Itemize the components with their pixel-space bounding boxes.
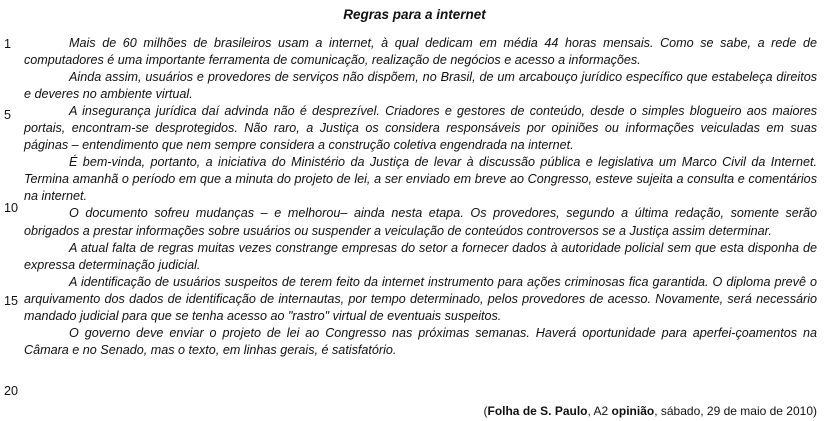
paragraph-4: É bem-vinda, portanto, a iniciativa do Ministério da Justiça de levar à discussão pública e legislativa um Marco Civil da Internet. Termina amanhã o período em que a minuta do projeto de lei, a ser enviado em breve ao Congresso, esteve sujeita a consulta e comentários na internet.	[24, 155, 817, 204]
paragraph-1: Mais de 60 milhões de brasileiros usam a internet, à qual dedicam em média 44 horas mensais. Como se sabe, a rede de computadores é uma importante ferramenta de comunicação, realização de negócios e acesso a informações.	[24, 36, 817, 68]
paragraph-2: Ainda assim, usuários e provedores de serviços não dispõem, no Brasil, de um arcabouço jurídico específico que estabeleça direitos e deveres no ambiente virtual.	[24, 70, 817, 102]
paragraph-6: A atual falta de regras muitas vezes constrange empresas do setor a fornecer dados à autoridade policial sem que esta disponha de expressa determinação judicial.	[24, 240, 817, 272]
paragraph-8: O governo deve enviar o projeto de lei ao Congresso nas próximas semanas. Haverá oportunidade para aperfei-çoamentos na Câmara e no Senado, mas o texto, em linhas gerais, é satisfatório.	[24, 325, 817, 357]
source-citation	[483, 403, 817, 419]
source-date: , sábado, 29 de maio de 2010)	[654, 404, 817, 418]
source-mid: , A2	[587, 404, 612, 418]
source-open: (	[483, 404, 488, 418]
line-number-20: 20	[4, 384, 19, 398]
article-title: Regras para a internet	[343, 7, 486, 22]
paragraph-3: A insegurança jurídica daí advinda não é desprezível. Criadores e gestores de conteúdo, desde o simples blogueiro aos maiores portais, encontram-se desprotegidos. Não raro, a Justiça os considera responsáveis por opiniões ou informações veiculadas em suas páginas – entendimento que nem sempre considera a construção coletiva engendrada na internet.	[24, 104, 817, 153]
article-body	[24, 35, 817, 359]
line-number-15: 15	[4, 294, 19, 308]
paragraph-5: O documento sofreu mudanças – e melhorou– ainda nesta etapa. Os provedores, segundo a última redação, somente serão obrigados a prestar informações sobre usuários ou suspender a veiculação de conteúdos controversos se a Justiça assim determinar.	[24, 206, 817, 238]
source-publication: Folha de S. Paulo	[487, 404, 588, 418]
line-number-10: 10	[4, 201, 19, 215]
paragraph-7: A identificação de usuários suspeitos de terem feito da internet instrumento para ações criminosas fica garantida. O diploma prevê o arquivamento dos dados de identificação de internautas, por tempo determinado, pelos provedores de acesso. Novamente, será necessário mandado judicial para que se tenha acesso ao "rastro" virtual de eventuais suspeitos.	[24, 274, 817, 323]
source-section: opinião	[611, 404, 655, 418]
line-number-1: 1	[4, 37, 12, 51]
line-number-5: 5	[4, 108, 12, 122]
